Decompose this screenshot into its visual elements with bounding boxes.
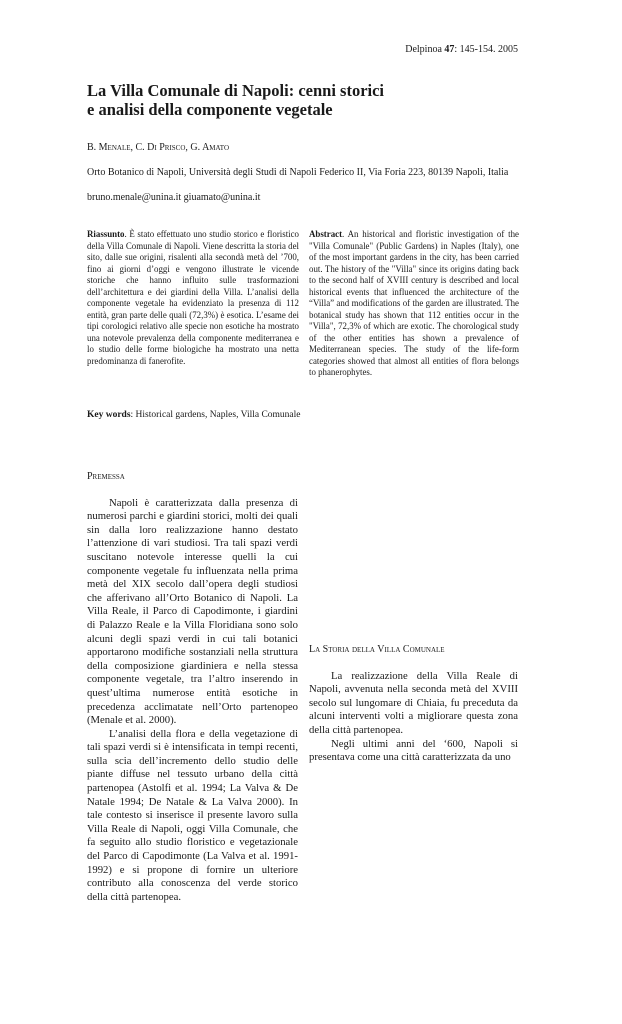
paper-title [87, 81, 527, 119]
abstract-label: Abstract [309, 229, 343, 239]
body-column-right [309, 458, 518, 765]
column-continuation-space [309, 458, 518, 643]
riassunto-text: . È stato effettuato uno studio storico e floristico della Villa Comunale di Napoli. Viene descritta la storia del sito, dalle sue origini, risalenti alla secondà metà del ’700, fino ai giorni d’oggi e vengono illustrate le vicende storiche che hanno influito sulle trasformazioni dell’architettura e dei giardini della Villa. L’analisi della componente vegetale ha evidenziato la presenza di 112 entità, gran parte delle quali (72,3%) è esotica. L’esame dei tipi corologici relativo alle specie non esotiche ha mostrato una notevole prevalenza della componente mediterranea e lo studio delle forme biologiche ha mostrato una netta predominanza di fanerofite. [87, 229, 299, 366]
keywords-text: : Historical gardens, Naples, Villa Comunale [130, 410, 301, 420]
authors: B. Menale, C. Di Prisco, G. Amato [87, 142, 230, 153]
author-emails: bruno.menale@unina.it giuamato@unina.it [87, 192, 261, 203]
body-column-left [87, 470, 298, 904]
abstract-text: . An historical and floristic investigation of the "Villa Comunale" (Public Gardens) in Naples (Italy), one of the most important gardens in the city, has been carried out. The history of the "Villa" since its origins dating back to the second half of XVIII century is described and local historical events that influenced the architecture of the “Villa” and modifications of the garden are illustrated. The botanical study has shown that 112 entities occur in the "Villa", 72,3% of which are exotic. The chorological study of the other entities has shown a prevalence of Mediterranean species. The study of the life-form categories showed that almost all entities of flora belongs to phanerophytes. [309, 229, 519, 377]
keywords-label: Key words [87, 410, 131, 420]
journal-pages: : 145-154. 2005 [454, 44, 518, 55]
paragraph-4: Negli ultimi anni del ‘600, Napoli si presentava come una città caratterizzata da uno [309, 737, 518, 764]
paragraph-3: La realizzazione della Villa Reale di Napoli, avvenuta nella seconda metà del XVIII secolo sul lungomare di Chiaia, fu preceduta da alcuni interventi volti a migliorare questa zona della città partenopea. [309, 669, 518, 736]
riassunto-label: Riassunto [87, 229, 125, 239]
paragraph-1: Napoli è caratterizzata dalla presenza di numerosi parchi e giardini storici, molti dei quali sin dalla loro realizzazione hanno destato l’attenzione di vari studiosi. Tra tali spazi verdi suscitano notevole interesse quelli la cui componente vegetale fu influenzata nella prima metà del XIX secolo dall’opera degli studiosi che afferivano all’Orto Botanico di Napoli. La Villa Reale, il Parco di Capodimonte, i giardini di Palazzo Reale e la Villa Floridiana sono solo alcuni degli spazi verdi in cui tali botanici apportarono modifiche sostanziali nella struttura della composizione giardiniera e nella stessa componente vegetale, tra l’altro inserendo in quest’ultima numerose entità esotiche in precedenza acclimatate nell’Orto partenopeo (Menale et al. 2000). [87, 496, 298, 727]
riassunto [87, 229, 299, 367]
keywords [87, 410, 301, 420]
section-heading-premessa: Premessa [87, 471, 125, 482]
journal-reference [405, 44, 518, 55]
affiliation: Orto Botanico di Napoli, Università degli Studi di Napoli Federico II, Via Foria 223, 80139 Napoli, Italia [87, 167, 509, 178]
journal-volume: 47 [444, 44, 455, 55]
abstract [309, 229, 519, 379]
title-line-1: La Villa Comunale di Napoli: cenni storici [87, 81, 385, 100]
section-heading-storia: La Storia della Villa Comunale [309, 644, 445, 655]
title-line-2: e analisi della componente vegetale [87, 100, 333, 119]
paragraph-2: L’analisi della flora e della vegetazione di tali spazi verdi si è intensificata in tempi recenti, sulla scia dell’incremento dello studio delle piante diffuse nel tessuto urbano della città partenopea (Astolfi et al. 1994; La Valva & De Natale 1994; De Natale & La Valva 2000). In tale contesto si inserisce il presente lavoro sulla Villa Reale di Napoli, oggi Villa Comunale, che fa seguito allo studio floristico e vegetazionale del Parco di Capodimonte (La Valva et al. 1991-1992) e si propone di fornire un ulteriore contributo alla conoscenza del verde storico della città partenopea. [87, 727, 298, 903]
journal-name: Delpinoa [405, 44, 442, 55]
